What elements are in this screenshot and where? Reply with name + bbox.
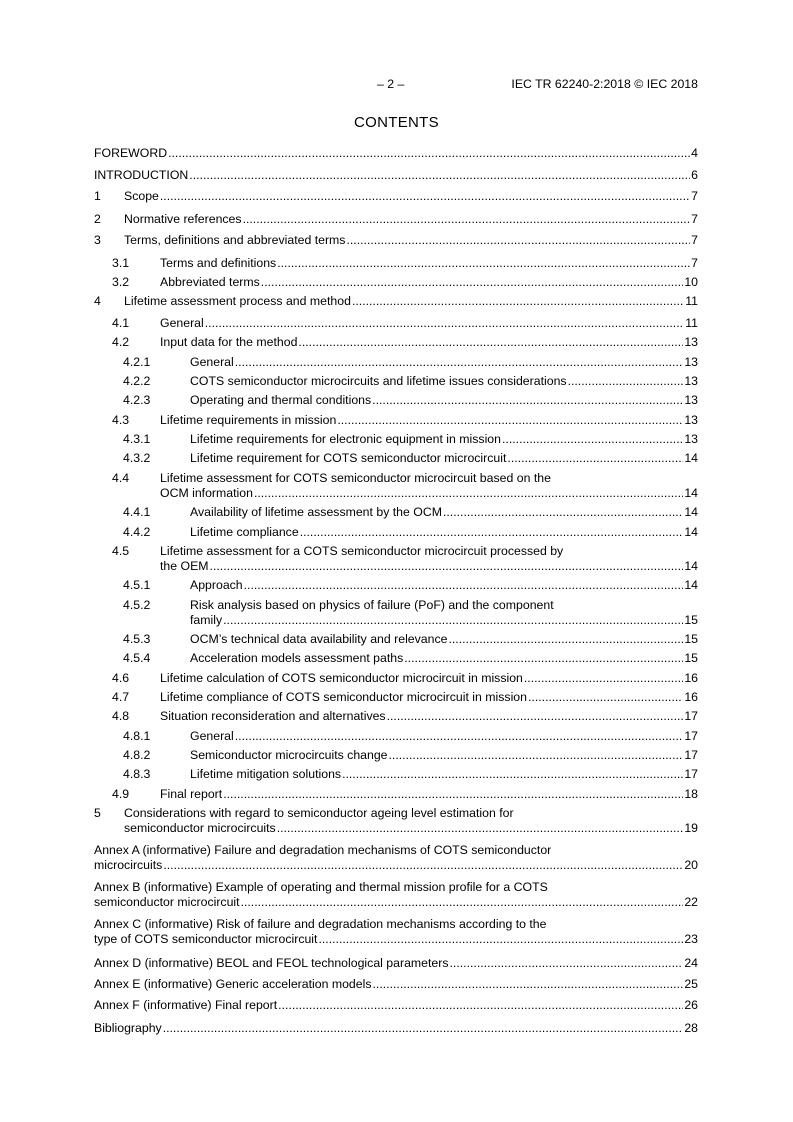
toc-entry[interactable] <box>94 544 698 574</box>
leader-dots <box>373 977 684 992</box>
toc-entry-number: 4.1 <box>112 316 130 330</box>
leader-dots <box>254 486 683 501</box>
toc-entry[interactable] <box>94 787 698 802</box>
toc-entry-page: 20 <box>684 858 698 872</box>
toc-entry[interactable] <box>94 671 698 686</box>
leader-dots <box>298 335 683 350</box>
toc-entry-title: Lifetime assessment for a COTS semiconductor microcircuit processed by <box>160 544 564 558</box>
toc-entry-page: 13 <box>684 432 698 446</box>
toc-entry[interactable] <box>94 709 698 724</box>
leader-dots <box>163 1021 684 1036</box>
toc-entry[interactable] <box>94 748 698 763</box>
toc-entry[interactable] <box>94 256 698 271</box>
leader-dots <box>160 189 690 204</box>
toc-entry-number: 4.5.1 <box>123 578 151 592</box>
toc-entry-page: 18 <box>684 787 698 801</box>
toc-entry-page: 7 <box>691 233 698 247</box>
leader-dots <box>389 748 684 763</box>
leader-dots <box>163 858 683 873</box>
toc-entry[interactable] <box>94 956 698 971</box>
toc-entry-page: 13 <box>684 413 698 427</box>
toc-entry-title: Scope <box>124 189 159 203</box>
leader-dots <box>223 787 683 802</box>
toc-entry-title: Acceleration models assessment paths <box>190 651 404 665</box>
toc-entry[interactable] <box>94 632 698 647</box>
toc-entry-number: 4.2.2 <box>123 374 151 388</box>
toc-entry-title: Lifetime assessment for COTS semiconductor microcircuit based on the <box>160 471 551 485</box>
leader-dots <box>244 578 684 593</box>
toc-entry-title: Lifetime mitigation solutions <box>190 767 342 781</box>
leader-dots <box>241 895 684 910</box>
toc-entry[interactable] <box>94 146 698 161</box>
toc-entry-title: Risk analysis based on physics of failure (PoF) and the component <box>190 598 554 612</box>
leader-dots <box>352 294 684 309</box>
leader-dots <box>235 729 684 744</box>
toc-entry-page: 7 <box>691 189 698 203</box>
toc-entry-number: 4.8.1 <box>123 729 151 743</box>
toc-entry-page: 13 <box>684 335 698 349</box>
toc-entry-page: 17 <box>684 729 698 743</box>
toc-entry-number: 4.5.2 <box>123 598 151 612</box>
leader-dots <box>404 651 683 666</box>
toc-entry[interactable] <box>94 374 698 389</box>
toc-entry-title: General <box>190 729 234 743</box>
toc-entry[interactable] <box>94 806 698 836</box>
leader-dots <box>168 146 690 161</box>
toc-entry[interactable] <box>94 578 698 593</box>
leader-dots <box>223 613 683 628</box>
toc-entry[interactable] <box>94 168 698 183</box>
leader-dots <box>277 256 690 271</box>
leader-dots <box>277 821 684 836</box>
toc-entry-page: 17 <box>684 709 698 723</box>
toc-entry[interactable] <box>94 917 698 947</box>
toc-entry-title: Input data for the method <box>160 335 298 349</box>
toc-entry[interactable] <box>94 413 698 428</box>
toc-entry-number: 4.6 <box>112 671 130 685</box>
leader-dots <box>210 559 684 574</box>
leader-dots <box>502 432 683 447</box>
leader-dots <box>300 525 684 540</box>
toc-entry-title: family <box>190 613 223 627</box>
toc-entry[interactable] <box>94 316 698 331</box>
toc-entry-page: 15 <box>684 613 698 627</box>
toc-entry-page: 14 <box>684 525 698 539</box>
toc-entry-number: 4.8.2 <box>123 748 151 762</box>
leader-dots <box>189 168 690 183</box>
toc-entry-number: 4.3 <box>112 413 130 427</box>
leader-dots <box>568 374 684 389</box>
leader-dots <box>528 690 683 705</box>
toc-entry-page: 11 <box>685 294 698 308</box>
toc-entry-title: Annex E (informative) Generic acceleration models <box>94 977 372 991</box>
toc-entry-page: 14 <box>684 486 698 500</box>
toc-entry[interactable] <box>94 355 698 370</box>
toc-entry-title: Normative references <box>124 212 242 226</box>
toc-entry-title: General <box>190 355 234 369</box>
toc-entry-page: 16 <box>684 671 698 685</box>
toc-entry-page: 13 <box>684 355 698 369</box>
toc-entry-number: 4.2 <box>112 335 130 349</box>
toc-entry-page: 24 <box>684 956 698 970</box>
leader-dots <box>318 932 683 947</box>
toc-entry-number: 4.9 <box>112 787 130 801</box>
toc-entry-title: microcircuits <box>94 858 163 872</box>
toc-entry[interactable] <box>94 212 698 227</box>
toc-entry-number: 4.4 <box>112 471 130 485</box>
toc-entry[interactable] <box>94 189 698 204</box>
toc-entry-number: 4.8 <box>112 709 130 723</box>
toc-entry-title: Lifetime calculation of COTS semiconductor microcircuit in mission <box>160 671 523 685</box>
toc-entry-number: 4.2.1 <box>123 355 151 369</box>
toc-entry-title: Annex B (informative) Example of operating and thermal mission profile for a COTS <box>94 880 548 894</box>
toc-entry-number: 4.5.3 <box>123 632 151 646</box>
leader-dots <box>346 233 690 248</box>
toc-entry-page: 4 <box>691 146 698 160</box>
toc-entry-title: Annex C (informative) Risk of failure and degradation mechanisms according to the <box>94 917 547 931</box>
page-number: – 2 – <box>377 77 405 91</box>
toc-entry-page: 14 <box>684 451 698 465</box>
toc-entry-page: 28 <box>684 1021 698 1035</box>
toc-entry-number: 4.4.1 <box>123 505 151 519</box>
toc-entry-number: 4.4.2 <box>123 525 151 539</box>
toc-entry-page: 25 <box>684 977 698 991</box>
page-header <box>377 76 698 92</box>
toc-entry-title: Annex A (informative) Failure and degradation mechanisms of COTS semiconductor <box>94 843 552 857</box>
toc-entry[interactable] <box>94 651 698 666</box>
toc-entry-page: 17 <box>684 767 698 781</box>
toc-entry[interactable] <box>94 451 698 466</box>
leader-dots <box>205 316 684 331</box>
standard-reference: IEC TR 62240-2:2018 © IEC 2018 <box>511 77 698 91</box>
toc-entry-page: 6 <box>691 168 698 182</box>
leader-dots <box>342 767 683 782</box>
leader-dots <box>450 956 684 971</box>
toc-entry-page: 13 <box>684 393 698 407</box>
toc-entry-number: 4.3.2 <box>123 451 151 465</box>
toc-entry-title: Annex D (informative) BEOL and FEOL technological parameters <box>94 956 449 970</box>
toc-entry-title: Semiconductor microcircuits change <box>190 748 388 762</box>
toc-entry[interactable] <box>94 843 698 873</box>
toc-entry-title: FOREWORD <box>94 146 168 160</box>
toc-entry[interactable] <box>94 294 698 309</box>
toc-entry-number: 2 <box>94 212 101 226</box>
toc-entry-page: 14 <box>684 578 698 592</box>
toc-entry-title: Abbreviated terms <box>160 275 260 289</box>
toc-entry-number: 5 <box>94 806 101 820</box>
toc-entry[interactable] <box>94 729 698 744</box>
toc-entry-title: General <box>160 316 204 330</box>
toc-entry[interactable] <box>94 977 698 992</box>
toc-entry-title: Terms and definitions <box>160 256 277 270</box>
toc-entry-page: 14 <box>684 559 698 573</box>
toc-entry[interactable] <box>94 690 698 705</box>
toc-entry-number: 1 <box>94 189 101 203</box>
toc-entry-title: Approach <box>190 578 243 592</box>
toc-entry-page: 15 <box>684 651 698 665</box>
toc-entry[interactable] <box>94 525 698 540</box>
toc-entry-page: 26 <box>684 998 698 1012</box>
toc-entry-page: 7 <box>691 212 698 226</box>
toc-entry-page: 22 <box>684 895 698 909</box>
toc-entry-title: Lifetime requirement for COTS semiconductor microcircuit <box>190 451 507 465</box>
toc-entry-title: OCM’s technical data availability and relevance <box>190 632 448 646</box>
toc-entry-page: 23 <box>684 932 698 946</box>
toc-entry-page: 13 <box>684 374 698 388</box>
toc-entry-title: INTRODUCTION <box>94 168 189 182</box>
toc-entry-page: 10 <box>684 275 698 289</box>
toc-entry-title: Bibliography <box>94 1021 162 1035</box>
toc-entry[interactable] <box>94 1021 698 1036</box>
toc-entry[interactable] <box>94 393 698 408</box>
toc-entry-number: 4.2.3 <box>123 393 151 407</box>
toc-entry-title: semiconductor microcircuit <box>94 895 240 909</box>
toc-entry-title: the OEM <box>160 559 209 573</box>
toc-entry-title: Availability of lifetime assessment by the OCM <box>190 505 442 519</box>
toc-entry-number: 4.8.3 <box>123 767 151 781</box>
leader-dots <box>243 212 691 227</box>
toc-entry-title: Lifetime assessment process and method <box>124 294 351 308</box>
toc-entry-number: 4 <box>94 294 101 308</box>
toc-entry[interactable] <box>94 233 698 248</box>
leader-dots <box>278 998 683 1013</box>
toc-entry-page: 16 <box>684 690 698 704</box>
leader-dots <box>443 505 683 520</box>
toc-entry-page: 15 <box>684 632 698 646</box>
toc-entry-title: Lifetime compliance of COTS semiconductor microcircuit in mission <box>160 690 527 704</box>
toc-entry-title: Annex F (informative) Final report <box>94 998 278 1012</box>
toc-entry-title: Lifetime requirements in mission <box>160 413 337 427</box>
toc-entry[interactable] <box>94 998 698 1013</box>
toc-entry-title: Lifetime compliance <box>190 525 299 539</box>
toc-entry[interactable] <box>94 471 698 501</box>
toc-entry[interactable] <box>94 767 698 782</box>
toc-entry[interactable] <box>94 505 698 520</box>
leader-dots <box>261 275 684 290</box>
toc-entry-number: 3 <box>94 233 101 247</box>
toc-entry-number: 4.5.4 <box>123 651 151 665</box>
toc-entry-number: 4.5 <box>112 544 130 558</box>
toc-entry-title: Considerations with regard to semiconductor ageing level estimation for <box>124 806 514 820</box>
page-title: CONTENTS <box>354 114 439 131</box>
leader-dots <box>507 451 683 466</box>
toc-entry-number: 4.3.1 <box>123 432 151 446</box>
toc-entry[interactable] <box>94 598 698 628</box>
toc-entry[interactable] <box>94 275 698 290</box>
leader-dots <box>235 355 684 370</box>
toc-entry-title: Terms, definitions and abbreviated terms <box>124 233 346 247</box>
toc-entry[interactable] <box>94 335 698 350</box>
toc-entry-title: COTS semiconductor microcircuits and lifetime issues considerations <box>190 374 567 388</box>
toc-entry-page: 7 <box>691 256 698 270</box>
toc-entry-page: 11 <box>685 316 698 330</box>
toc-entry[interactable] <box>94 880 698 910</box>
toc-entry-title: type of COTS semiconductor microcircuit <box>94 932 318 946</box>
leader-dots <box>448 632 683 647</box>
toc-entry-page: 19 <box>684 821 698 835</box>
toc-entry-title: Final report <box>160 787 223 801</box>
toc-entry-number: 4.7 <box>112 690 130 704</box>
leader-dots <box>387 709 684 724</box>
toc-entry-title: semiconductor microcircuits <box>124 821 276 835</box>
toc-entry-title: Operating and thermal conditions <box>190 393 372 407</box>
toc-entry[interactable] <box>94 432 698 447</box>
leader-dots <box>372 393 683 408</box>
toc-entry-number: 3.2 <box>112 275 130 289</box>
toc-entry-page: 14 <box>684 505 698 519</box>
leader-dots <box>337 413 683 428</box>
toc-entry-title: Situation reconsideration and alternatives <box>160 709 386 723</box>
toc-entry-page: 17 <box>684 748 698 762</box>
toc-entry-title: Lifetime requirements for electronic equipment in mission <box>190 432 501 446</box>
toc-entry-title: OCM information <box>160 486 253 500</box>
leader-dots <box>524 671 683 686</box>
toc-entry-number: 3.1 <box>112 256 130 270</box>
